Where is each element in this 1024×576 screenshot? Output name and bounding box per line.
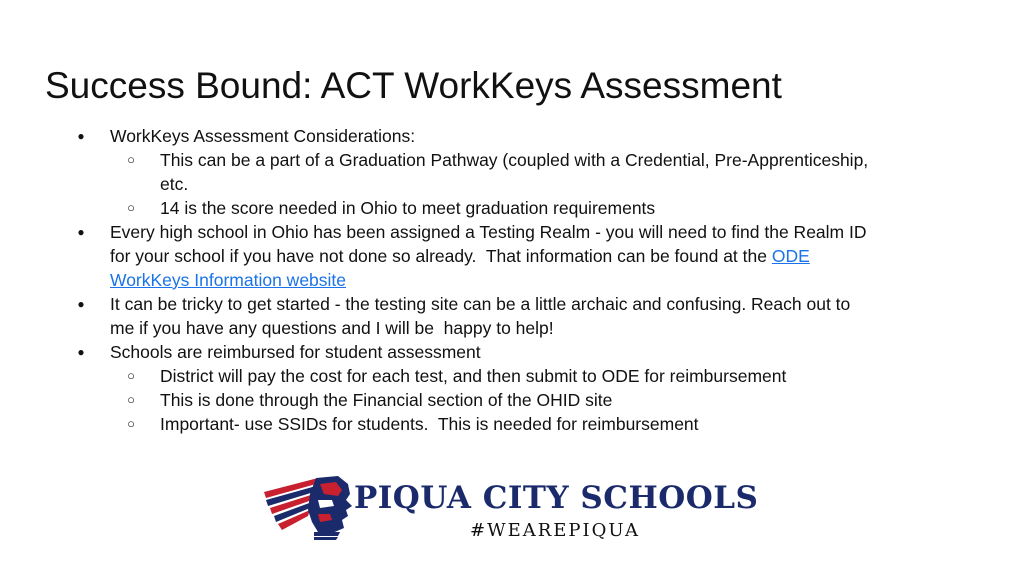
sub-bullet-item: [0, 364, 1000, 388]
sub-bullet-text: This is done through the Financial section of the OHID site: [160, 390, 613, 410]
bullet-continuation: [0, 244, 1000, 268]
sub-bullet-item: [0, 388, 1000, 412]
bullet-text: Schools are reimbursed for student assessment: [110, 342, 481, 362]
bullet-item: [0, 124, 1000, 148]
bullet-text: Every high school in Ohio has been assigned a Testing Realm - you will need to find the Realm ID: [110, 222, 867, 242]
sub-bullet-text: This can be a part of a Graduation Pathway (coupled with a Credential, Pre-Apprenticeship,: [160, 150, 869, 170]
school-logo: [258, 470, 778, 546]
bullet-item: [0, 340, 1000, 364]
bullet-continuation: [0, 268, 1000, 292]
bullet-dot-icon: ●: [77, 345, 85, 359]
sub-bullet-text: District will pay the cost for each test, and then submit to ODE for reimbursement: [160, 366, 787, 386]
sub-bullet-text: Important- use SSIDs for students. This is needed for reimbursement: [160, 414, 699, 434]
sub-bullet-text: 14 is the score needed in Ohio to meet graduation requirements: [160, 198, 656, 218]
bullet-dot-icon: ●: [77, 129, 85, 143]
sub-bullet-item: [0, 148, 1000, 172]
bullet-text: WorkKeys Assessment Considerations:: [110, 126, 416, 146]
bullet-text: for your school if you have not done so already. That information can be found at the: [110, 246, 772, 266]
ode-link[interactable]: ODE: [771, 246, 810, 266]
bullet-text: It can be tricky to get started - the testing site can be a little archaic and confusing. Reach out to: [110, 294, 851, 314]
bullet-dot-icon: ●: [77, 297, 85, 311]
bullet-continuation: [0, 316, 1000, 340]
sub-bullet-text: etc.: [160, 174, 189, 194]
bullet-list: [0, 124, 1000, 436]
sub-bullet-circle-icon: ○: [127, 152, 135, 167]
logo-school-name: PIQUA CITY SCHOOLS: [354, 480, 759, 516]
bullet-item: [0, 220, 1000, 244]
piqua-indian-head-icon: [258, 470, 358, 542]
sub-bullet-circle-icon: ○: [127, 200, 135, 215]
sub-bullet-circle-icon: ○: [127, 416, 135, 431]
bullet-text: me if you have any questions and I will be happy to help!: [110, 318, 554, 338]
bullet-item: [0, 292, 1000, 316]
sub-bullet-item: [0, 196, 1000, 220]
sub-bullet-circle-icon: ○: [127, 368, 135, 383]
bullet-dot-icon: ●: [77, 225, 85, 239]
slide-title: Success Bound: ACT WorkKeys Assessment: [45, 65, 782, 106]
sub-bullet-continuation: [0, 172, 1000, 196]
ode-workkeys-info-link[interactable]: WorkKeys Information website: [110, 270, 347, 290]
sub-bullet-item: [0, 412, 1000, 436]
sub-bullet-circle-icon: ○: [127, 392, 135, 407]
logo-hashtag: #WEAREPIQUA: [470, 520, 641, 541]
